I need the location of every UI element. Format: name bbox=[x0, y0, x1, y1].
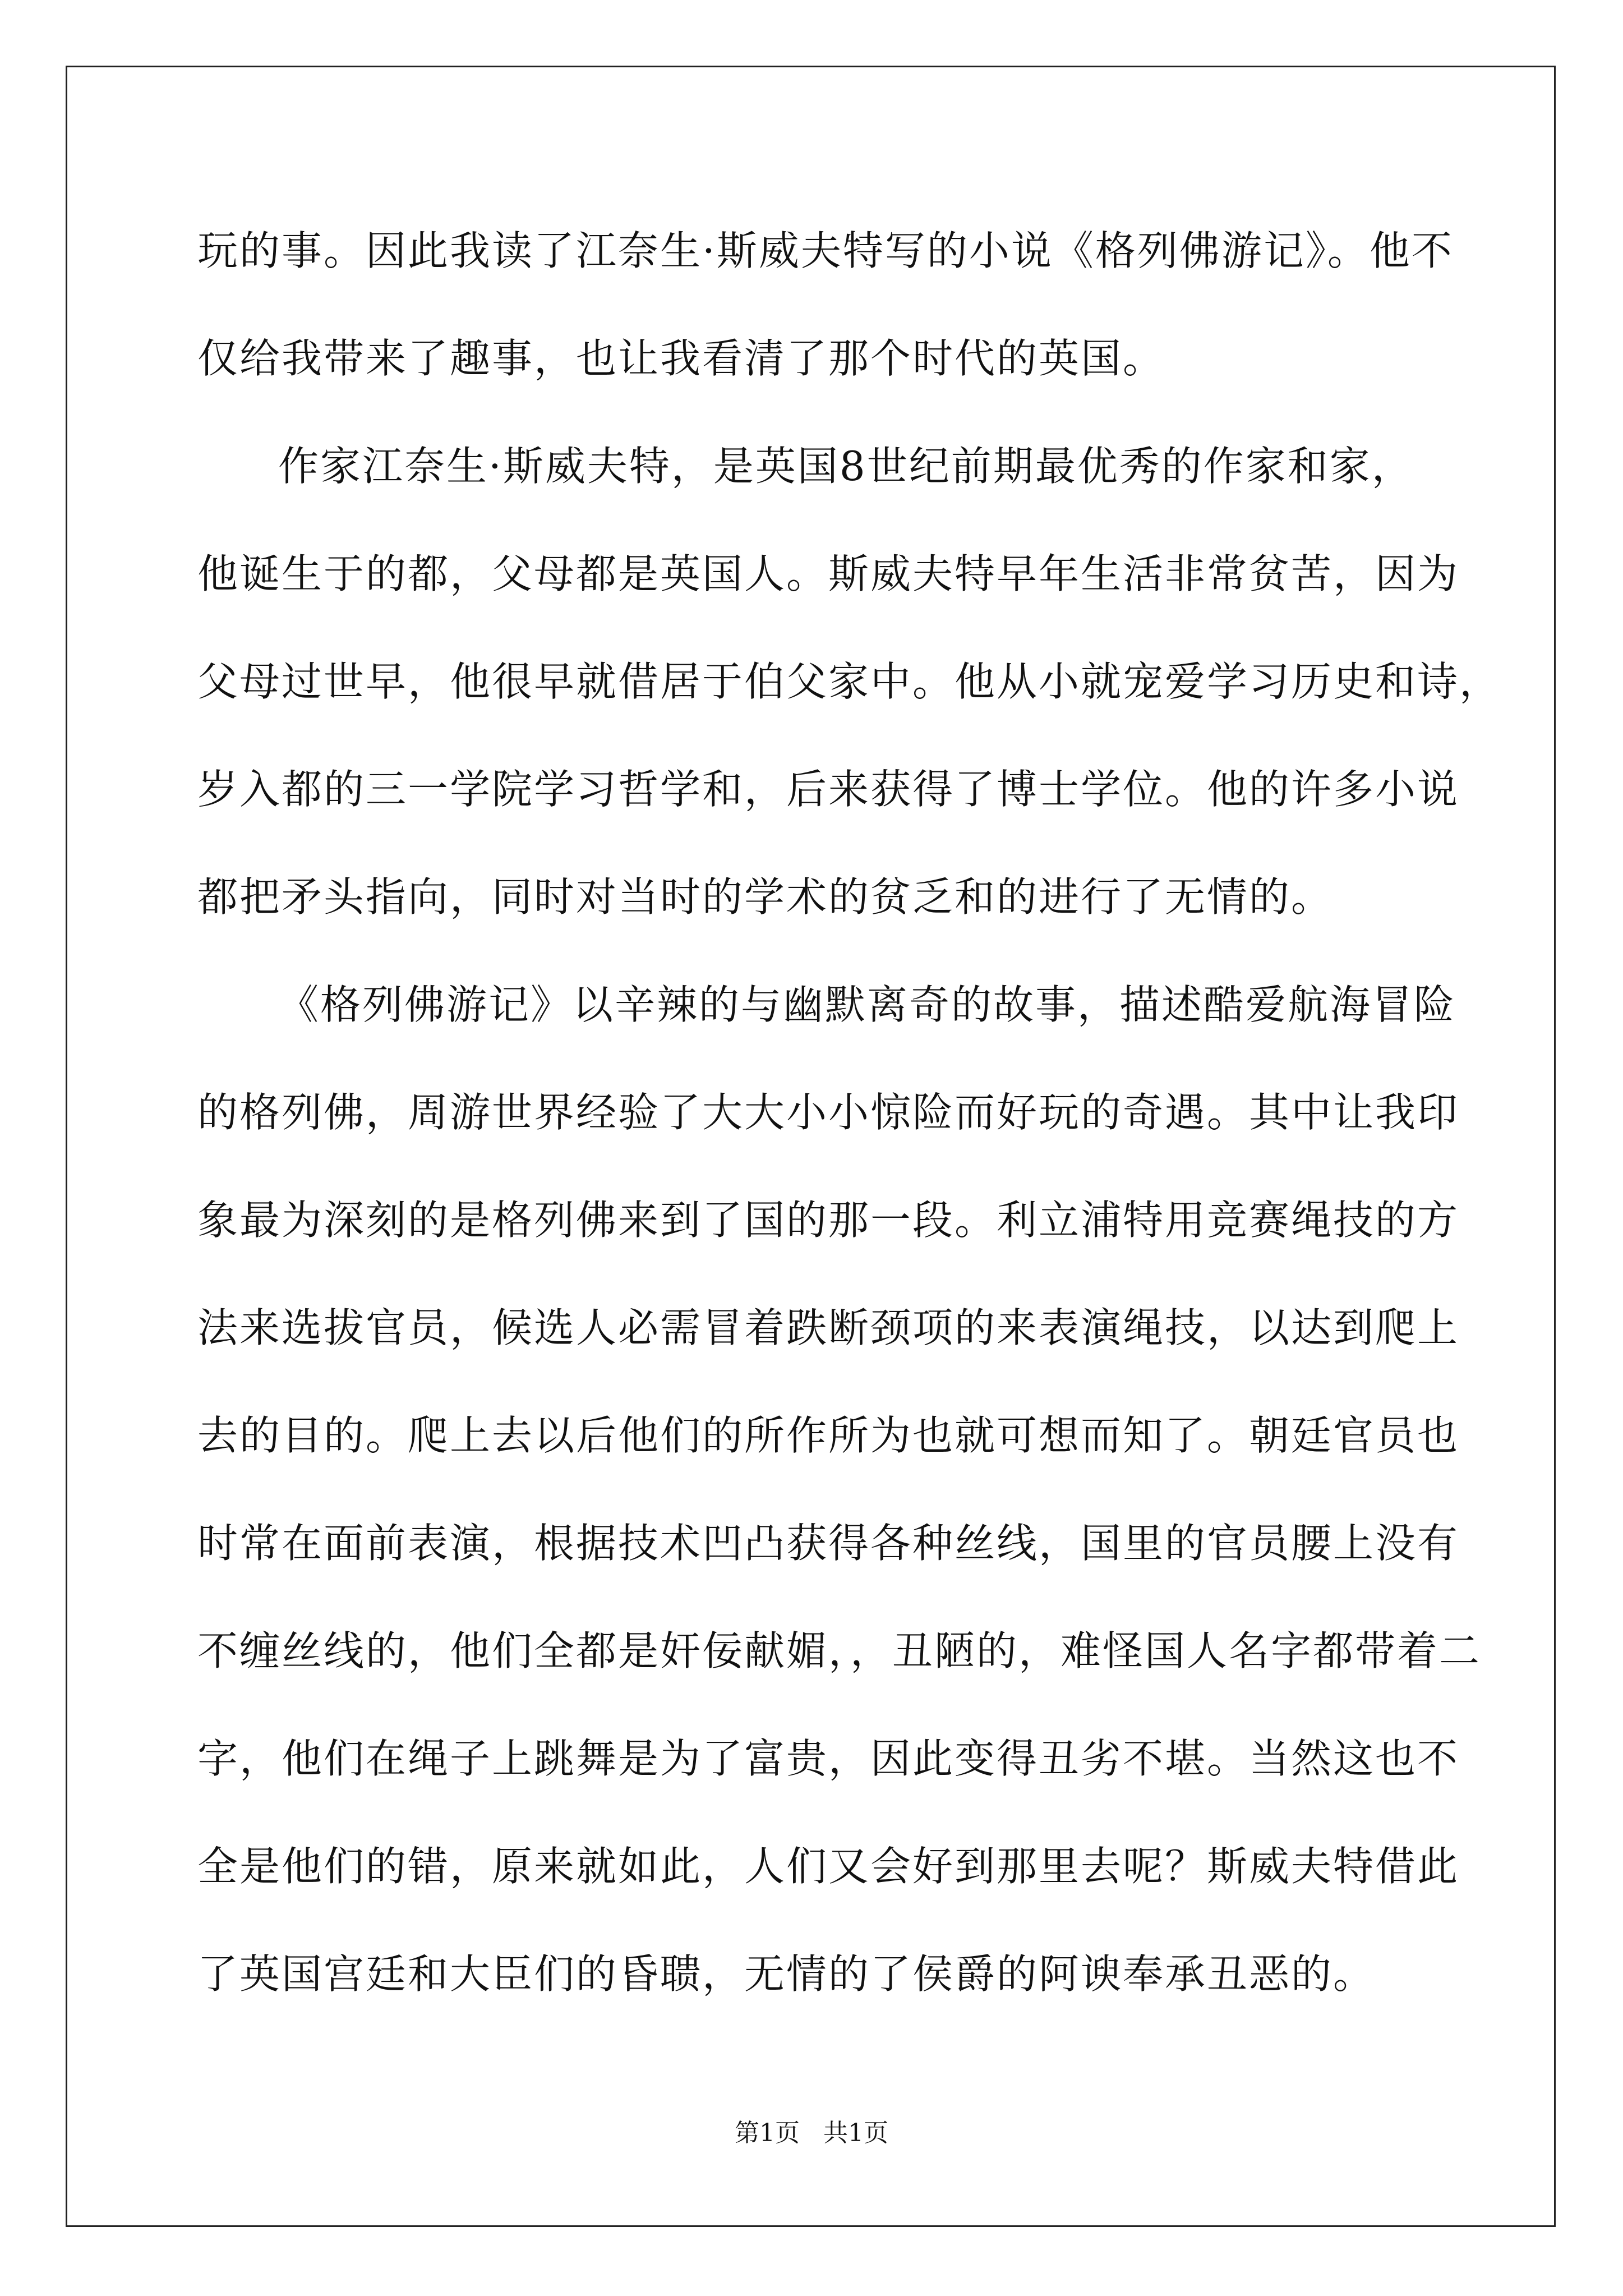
text-line: 象最为深刻的是格列佛来到了国的那一段。利立浦特用竞赛绳技的方 bbox=[197, 1197, 1460, 1244]
text-line: 时常在面前表演，根据技术凹凸获得各种丝线，国里的官员腰上没有 bbox=[197, 1520, 1460, 1567]
paragraph-start-line: 作家江奈生·斯威夫特，是英国8世纪前期最优秀的作家和家， bbox=[278, 443, 1414, 490]
text-line: 玩的事。因此我读了江奈生·斯威夫特写的小说《格列佛游记》。他不 bbox=[197, 227, 1454, 274]
text-line: 父母过世早，他很早就借居于伯父家中。他从小就宠爱学习历史和诗， bbox=[197, 658, 1502, 705]
text-line: 字，他们在绳子上跳舞是为了富贵，因此变得丑劣不堪。当然这也不 bbox=[197, 1735, 1460, 1782]
text-line: 全是他们的错，原来就如此，人们又会好到那里去呢？斯威夫特借此 bbox=[197, 1843, 1460, 1890]
text-line: 的格列佛，周游世界经验了大大小小惊险而好玩的奇遇。其中让我印 bbox=[197, 1089, 1460, 1136]
text-line: 岁入都的三一学院学习哲学和，后来获得了博士学位。他的许多小说 bbox=[197, 766, 1460, 813]
text-line: 去的目的。爬上去以后他们的所作所为也就可想而知了。朝廷官员也 bbox=[197, 1412, 1460, 1459]
text-line: 不缠丝线的，他们全都是奸佞献媚，，丑陋的，难怪国人名字都带着二 bbox=[197, 1627, 1482, 1674]
text-line: 法来选拔官员，候选人必需冒着跌断颈项的来表演绳技，以达到爬上 bbox=[197, 1304, 1460, 1351]
text-line: 仅给我带来了趣事，也让我看清了那个时代的英国。 bbox=[197, 335, 1165, 382]
text-line: 了英国宫廷和大臣们的昏聩，无情的了侯爵的阿谀奉承丑恶的。 bbox=[197, 1950, 1376, 1998]
text-line: 都把矛头指向，同时对当时的学术的贫乏和的进行了无情的。 bbox=[197, 873, 1334, 921]
page-number-footer: 第1页 共1页 bbox=[735, 2119, 888, 2147]
paragraph-start-line: 《格列佛游记》以辛辣的与幽默离奇的故事，描述酷爱航海冒险 bbox=[278, 981, 1456, 1028]
text-line: 他诞生于的都，父母都是英国人。斯威夫特早年生活非常贫苦，因为 bbox=[197, 550, 1460, 597]
document-body bbox=[197, 211, 1502, 2042]
